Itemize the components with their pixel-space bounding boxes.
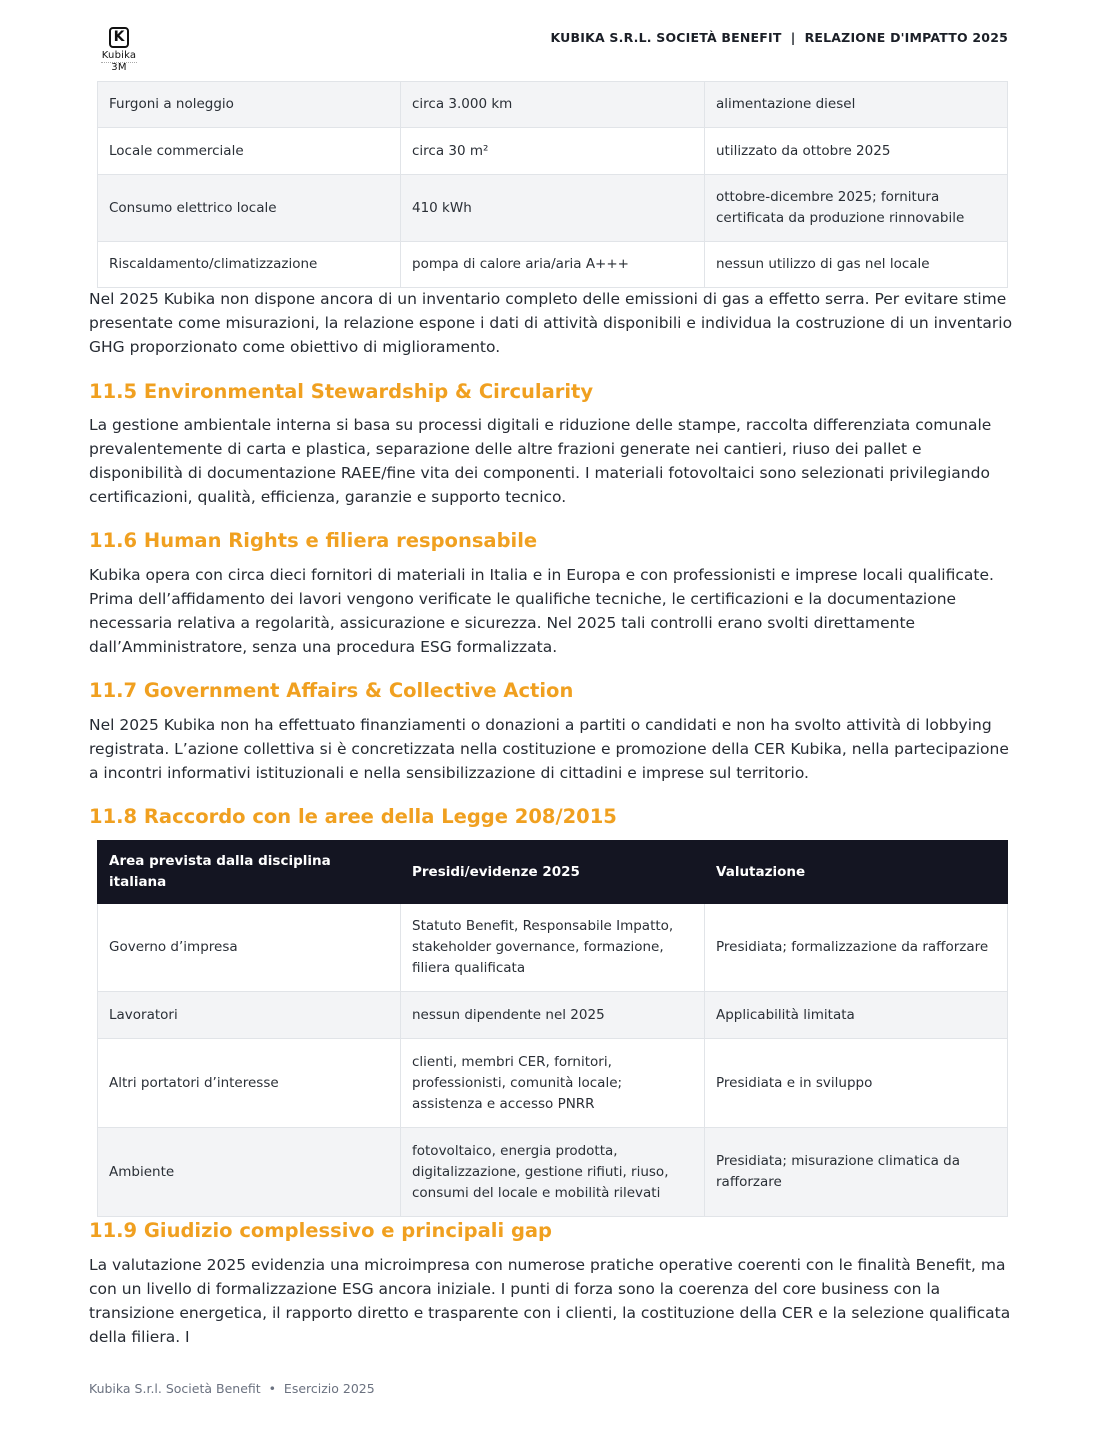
ghg-paragraph: Nel 2025 Kubika non dispone ancora di un inventario completo delle emissioni di gas a effetto serra. Per evitare stime presentate come misurazioni, la relazione espone i dati di attività disponibili e individua la costruzione di un inventario GHG proporzionato come obiettivo di miglioramento. xyxy=(89,290,1013,356)
section-heading-11-6: 11.6 Human Rights e filiera responsabile xyxy=(89,529,538,552)
logo-wordmark: Kubika 3M xyxy=(101,50,137,73)
table-row xyxy=(98,82,1008,128)
table-cell: nessun utilizzo di gas nel locale xyxy=(705,242,1008,288)
table-cell: Applicabilità limitata xyxy=(705,992,1008,1039)
logo-mark xyxy=(109,27,129,48)
table-cell: Presidiata; formalizzazione da rafforzare xyxy=(705,904,1008,992)
table-cell: nessun dipendente nel 2025 xyxy=(401,992,705,1039)
table-row xyxy=(98,128,1008,175)
legge-208-table xyxy=(97,840,1008,1217)
table-cell: 410 kWh xyxy=(401,175,705,242)
table-cell: Presidiata; misurazione climatica da rafforzare xyxy=(705,1128,1008,1217)
table-header-cell: Valutazione xyxy=(705,841,1008,904)
table-cell: Altri portatori d’interesse xyxy=(98,1039,401,1128)
table-header-row xyxy=(98,841,1008,904)
table-row xyxy=(98,242,1008,288)
page-footer: Kubika S.r.l. Società Benefit • Esercizio 2025 xyxy=(89,1381,375,1396)
table-cell: Riscaldamento/climatizzazione xyxy=(98,242,401,288)
section-heading-11-5: 11.5 Environmental Stewardship & Circularity xyxy=(89,380,594,403)
section-heading-11-9: 11.9 Giudizio complessivo e principali gap xyxy=(89,1219,553,1242)
table-cell: Statuto Benefit, Responsabile Impatto, stakeholder governance, formazione, filiera qualificata xyxy=(401,904,705,992)
logo-letter: K xyxy=(113,29,125,45)
table-header-cell: Presidi/evidenze 2025 xyxy=(401,841,705,904)
logo-tagline-line xyxy=(101,62,137,63)
table-cell: Locale commerciale xyxy=(98,128,401,175)
stewardship-paragraph: La gestione ambientale interna si basa su processi digitali e riduzione delle stampe, raccolta differenziata comunale prevalentemente di carta e plastica, separazione delle altre frazioni generate nei cantieri, riuso dei pallet e disponibilità di documentazione RAEE/fine vita dei componenti. I materiali fotovoltaici sono selezionati privilegiando certificazioni, qualità, efficienza, garanzie e supporto tecnico. xyxy=(89,416,992,506)
government-affairs-paragraph: Nel 2025 Kubika non ha effettuato finanziamenti o donazioni a partiti o candidati e non ha svolto attività di lobbying registrata. L’azione collettiva si è concretizzata nella costituzione e promozione della CER Kubika, nella partecipazione a incontri informativi istituzionali e nella sensibilizzazione di cittadini e imprese sul territorio. xyxy=(89,716,1009,782)
activity-data-table xyxy=(97,81,1008,288)
table-cell: utilizzato da ottobre 2025 xyxy=(705,128,1008,175)
table-cell: Lavoratori xyxy=(98,992,401,1039)
table-row xyxy=(98,992,1008,1039)
table-cell: alimentazione diesel xyxy=(705,82,1008,128)
table-cell: circa 3.000 km xyxy=(401,82,705,128)
table-cell: Ambiente xyxy=(98,1128,401,1217)
table-cell: clienti, membri CER, fornitori, professionisti, comunità locale; assistenza e accesso PNRR xyxy=(401,1039,705,1128)
giudizio-paragraph: La valutazione 2025 evidenzia una microimpresa con numerose pratiche operative coerenti con le finalità Benefit, ma con un livello di formalizzazione ESG ancora iniziale. I punti di forza sono la coerenza del core business con la transizione energetica, il rapporto diretto e trasparente con i clienti, la costituzione della CER e la selezione qualificata della filiera. I xyxy=(89,1256,1011,1346)
table-cell: Consumo elettrico locale xyxy=(98,175,401,242)
table-row xyxy=(98,175,1008,242)
table-cell: ottobre-dicembre 2025; fornitura certificata da produzione rinnovabile xyxy=(705,175,1008,242)
company-logo xyxy=(96,27,142,73)
table-row xyxy=(98,904,1008,992)
human-rights-paragraph: Kubika opera con circa dieci fornitori di materiali in Italia e in Europa e con professionisti e imprese locali qualificate. Prima dell’affidamento dei lavori vengono verificate le qualifiche tecniche, le certificazioni e la documentazione necessaria relativa a regolarità, assicurazione e sicurezza. Nel 2025 tali controlli erano svolti direttamente dall’Amministratore, senza una procedura ESG formalizzata. xyxy=(89,566,994,656)
table-cell: Furgoni a noleggio xyxy=(98,82,401,128)
table-header-cell: Area prevista dalla disciplina italiana xyxy=(98,841,401,904)
table-cell: Presidiata e in sviluppo xyxy=(705,1039,1008,1128)
table-cell: circa 30 m² xyxy=(401,128,705,175)
table-row xyxy=(98,1128,1008,1217)
section-heading-11-7: 11.7 Government Affairs & Collective Action xyxy=(89,679,574,702)
table-cell: Governo d’impresa xyxy=(98,904,401,992)
section-heading-11-8: 11.8 Raccordo con le aree della Legge 208/2015 xyxy=(89,805,617,828)
table-cell: fotovoltaico, energia prodotta, digitalizzazione, gestione rifiuti, riuso, consumi del locale e mobilità rilevati xyxy=(401,1128,705,1217)
page-header-title: KUBIKA S.R.L. SOCIETÀ BENEFIT | RELAZIONE D'IMPATTO 2025 xyxy=(550,30,1008,45)
table-cell: pompa di calore aria/aria A+++ xyxy=(401,242,705,288)
table-row xyxy=(98,1039,1008,1128)
